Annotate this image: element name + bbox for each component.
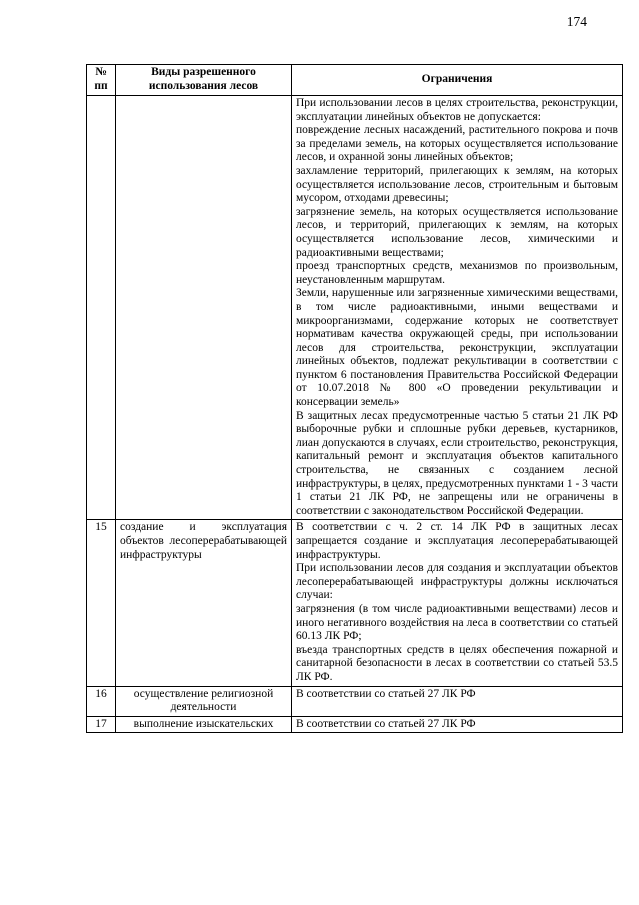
row-restrictions	[292, 716, 623, 733]
restriction-paragraph: въезда транспортных средств в целях обеспечения пожарной и санитарной безопасности в лесах в соответствии со статьей 53.5 ЛК РФ.	[296, 643, 618, 683]
row-kind	[116, 96, 292, 520]
row-restrictions	[292, 686, 623, 716]
table-row	[87, 686, 623, 716]
restriction-paragraph: проезд транспортных средств, механизмов по произвольным, неустановленным маршрутам.	[296, 260, 618, 286]
row-kind: создание и эксплуатация объектов лесоперерабатывающей инфраструктуры	[116, 520, 292, 686]
header-num: № пп	[87, 65, 116, 96]
row-kind: выполнение изыскательских	[116, 716, 292, 733]
restriction-paragraph: повреждение лесных насаждений, растительного покрова и почв за пределами земель, на которых осуществляется использование лесов, и охранной зоны линейных объектов;	[296, 124, 618, 164]
restriction-paragraph: В соответствии со статьей 27 ЛК РФ	[296, 717, 476, 730]
restrictions-table	[86, 64, 623, 733]
table-row	[87, 520, 623, 686]
row-kind: осуществление религиозной деятельности	[116, 686, 292, 716]
restriction-paragraph: В соответствии с ч. 2 ст. 14 ЛК РФ в защитных лесах запрещается создание и эксплуатация лесоперерабатывающей инфраструктуры.	[296, 521, 618, 561]
page-number: 174	[566, 14, 587, 29]
row-number: 15	[87, 520, 116, 686]
restriction-paragraph: загрязнения (в том числе радиоактивными веществами) лесов и иного негативного воздействия на леса в соответствии со статьей 60.13 ЛК РФ;	[296, 602, 618, 643]
restriction-paragraph: При использовании лесов в целях строительства, реконструкции, эксплуатации линейных объектов не допускается:	[296, 97, 618, 123]
row-restrictions	[292, 96, 623, 520]
header-kind: Виды разрешенного использования лесов	[116, 65, 292, 96]
header-restrictions: Ограничения	[292, 65, 623, 96]
restriction-paragraph: В защитных лесах предусмотренные частью 5 статьи 21 ЛК РФ выборочные рубки и сплошные рубки деревьев, кустарников, лиан допускаются в случаях, если строительство, реконструкция, капитальный ремонт и эксплуатация объектов капитального строительства, не связанных с созданием лесной инфраструктуры, в целях, предусмотренных пунктами 1 - 3 части 1 статьи 21 ЛК РФ, не запрещены или не ограничены в соответствии с законодательством Российской Федерации.	[296, 409, 618, 517]
restriction-paragraph: При использовании лесов для создания и эксплуатации объектов лесоперерабатывающей инфраструктуры должны исключаться случаи:	[296, 562, 618, 602]
table-row	[87, 96, 623, 520]
row-number	[87, 96, 116, 520]
restriction-paragraph: захламление территорий, прилегающих к землям, на которых осуществляется использование лесов, строительным и бытовым мусором, отходами древесины;	[296, 164, 618, 205]
row-number: 17	[87, 716, 116, 733]
table-header-row	[87, 65, 623, 96]
restriction-paragraph: загрязнение земель, на которых осуществляется использование лесов, и территорий, прилегающих к землям, на которых осуществляется использование лесов, химическими и радиоактивными веществами;	[296, 205, 618, 259]
restriction-paragraph: Земли, нарушенные или загрязненные химическими веществами, в том числе радиоактивными, иными веществами и микроорганизмами, содержание которых не соответствует нормативам качества окружающей среды, при использовании лесов для строительства, реконструкции, эксплуатации линейных объектов, подлежат рекультивации в соответствии с пунктом 6 постановления Правительства Российской Федерации от 10.07.2018 № 800 «О проведении рекультивации и консервации земель»	[296, 287, 618, 409]
table-row	[87, 716, 623, 733]
row-number: 16	[87, 686, 116, 716]
row-restrictions	[292, 520, 623, 686]
restriction-paragraph: В соответствии со статьей 27 ЛК РФ	[296, 687, 476, 700]
